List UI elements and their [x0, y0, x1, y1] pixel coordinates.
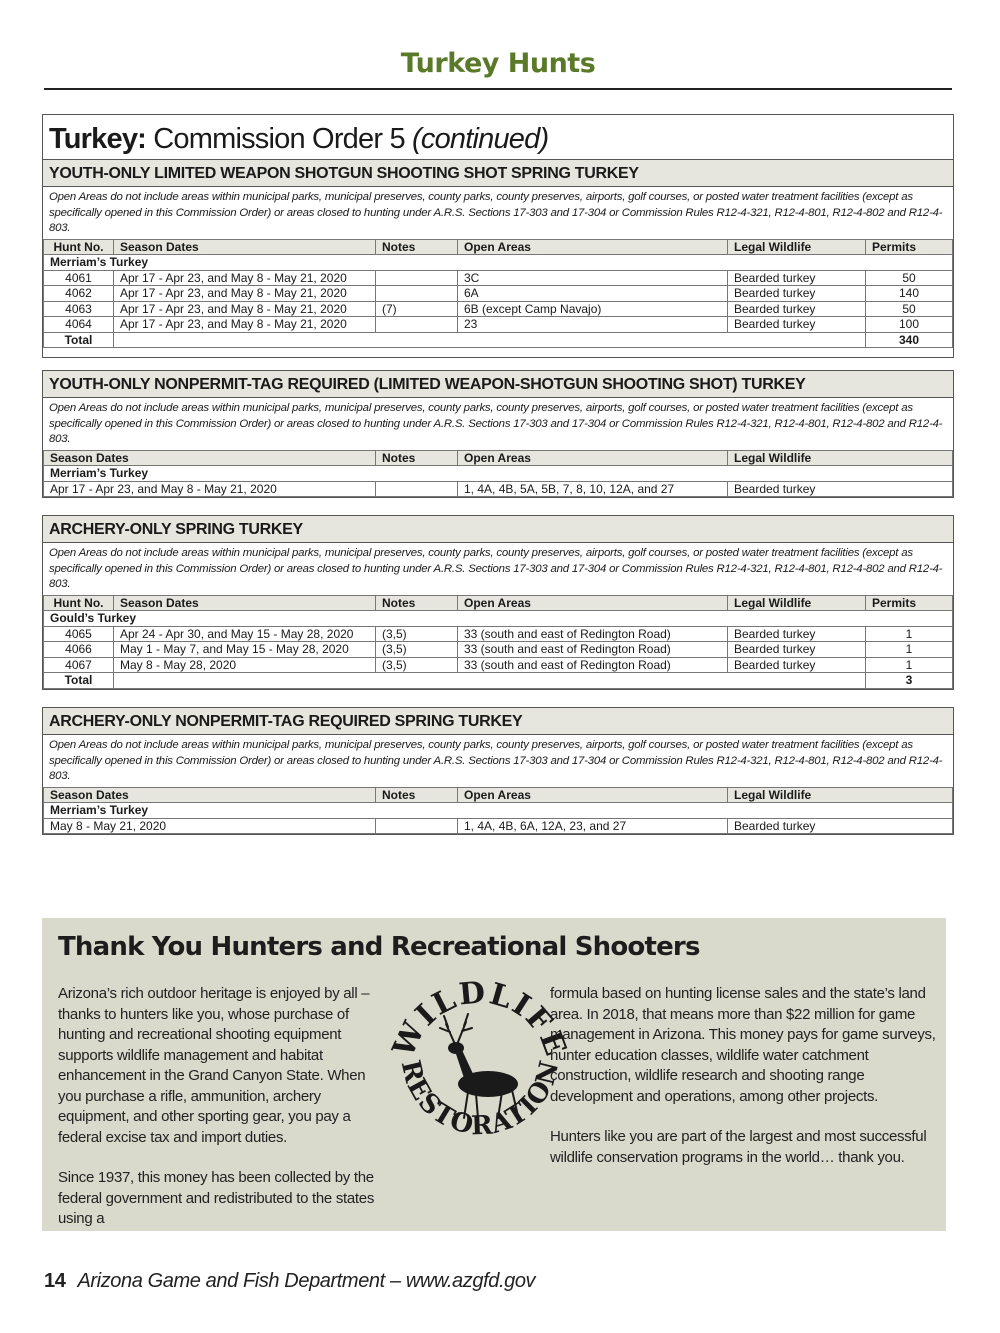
- col-hunt-no: Hunt No.: [44, 239, 114, 255]
- table-row: 4061 Apr 17 - Apr 23, and May 8 - May 21, 2020 3C Bearded turkey 50: [44, 270, 953, 286]
- col-legal-wildlife: Legal Wildlife: [728, 239, 866, 255]
- table-row: 4066 May 1 - May 7, and May 15 - May 28, 2020 (3,5) 33 (south and east of Redington Road) Bearded turkey 1: [44, 642, 953, 658]
- section-archery-nonpermit: [42, 707, 954, 835]
- table-row: 4067 May 8 - May 28, 2020 (3,5) 33 (south and east of Redington Road) Bearded turkey 1: [44, 657, 953, 673]
- thank-you-right-column: formula based on hunting license sales and the state’s land area. In 2018, that means more than $22 million for game management in Arizona. This money pays for game surveys, hunter education classes, wildlife water catchment construction, wildlife research and shooting range development and operations, among other projects. Hunters like you are part of the largest and most successful wildlife conservation programs in the world… thank you.: [550, 985, 936, 1166]
- thank-you-left-column: Arizona’s rich outdoor heritage is enjoyed by all – thanks to hunters like you, whose purchase of hunting and recreational shooting equipment supports wildlife management and habitat enhancement in the Grand Canyon State. When you purchase a rifle, ammunition, archery equipment, and other sporting gear, you pay a federal excise tax and import duties. Since 1937, this money has been collected by the federal government and redistributed to the states using a: [58, 985, 375, 1227]
- section-archery-spring: [42, 515, 954, 690]
- species-group: Merriam’s Turkey: [44, 803, 953, 819]
- page-header-title: Turkey Hunts: [400, 48, 596, 79]
- page-footer: [44, 1270, 535, 1293]
- hunt-table-youth-nonpermit: Season Dates Notes Open Areas Legal Wildlife Merriam’s Turkey Apr 17 - Apr 23, and May 8 - May 21, 2020 1, 4A, 4B, 5A, 5B, 7, 8, 10, 12A, and 27 Bearded turkey: [43, 450, 953, 498]
- deer-icon: [390, 976, 570, 1156]
- section-title-youth-shotgun: YOUTH-ONLY LIMITED WEAPON SHOTGUN SHOOTING SHOT SPRING TURKEY: [43, 160, 953, 187]
- species-group: Merriam’s Turkey: [44, 255, 953, 271]
- col-permits: Permits: [866, 239, 953, 255]
- total-row: Total 3: [44, 673, 953, 689]
- wildlife-restoration-logo: [390, 976, 570, 1156]
- hunt-table-youth-shotgun: [43, 239, 953, 349]
- logo-top-text: WILDLIFE: [390, 976, 570, 1063]
- section-youth-nonpermit: [42, 370, 954, 498]
- commission-order-box: [42, 114, 954, 358]
- col-season-dates: Season Dates: [114, 239, 376, 255]
- open-areas-note: Open Areas do not include areas within municipal parks, municipal preserves, county parks, county preserves, airports, golf courses, or posted water treatment facilities (except as specifically opened in this Commission Order) or areas closed to hunting under A.R.S. Sections 17-303 and 17-304 or Commission Rules R12-4-321, R12-4-801, R12-4-802 and R12-4-803.: [43, 735, 953, 787]
- table-row: Apr 17 - Apr 23, and May 8 - May 21, 2020 1, 4A, 4B, 5A, 5B, 7, 8, 10, 12A, and 27 Bearded turkey: [44, 481, 953, 497]
- svg-text:WILDLIFE: [390, 976, 570, 1063]
- section-title-archery-nonpermit: ARCHERY-ONLY NONPERMIT-TAG REQUIRED SPRING TURKEY: [43, 708, 953, 735]
- footer-text: Arizona Game and Fish Department – www.azgfd.gov: [77, 1270, 536, 1292]
- hunt-table-archery-nonpermit: Season Dates Notes Open Areas Legal Wildlife Merriam’s Turkey May 8 - May 21, 2020 1, 4A, 4B, 6A, 12A, 23, and 27 Bearded turkey: [43, 787, 953, 835]
- table-row: 4064 Apr 17 - Apr 23, and May 8 - May 21, 2020 23 Bearded turkey 100: [44, 317, 953, 333]
- section-title-youth-nonpermit: YOUTH-ONLY NONPERMIT-TAG REQUIRED (LIMITED WEAPON-SHOTGUN SHOOTING SHOT) TURKEY: [43, 371, 953, 398]
- page-title: Turkey: Commission Order 5 (continued): [43, 115, 953, 160]
- open-areas-note: Open Areas do not include areas within municipal parks, municipal preserves, county parks, county preserves, airports, golf courses, or posted water treatment facilities (except as specifically opened in this Commission Order) or areas closed to hunting under A.R.S. Sections 17-303 and 17-304 or Commission Rules R12-4-321, R12-4-801, R12-4-802 and R12-4-803.: [43, 543, 953, 595]
- species-group: Merriam’s Turkey: [44, 466, 953, 482]
- col-open-areas: Open Areas: [458, 239, 728, 255]
- section-title-archery-spring: ARCHERY-ONLY SPRING TURKEY: [43, 516, 953, 543]
- table-row: May 8 - May 21, 2020 1, 4A, 4B, 6A, 12A, 23, and 27 Bearded turkey: [44, 818, 953, 834]
- page-number: 14: [44, 1270, 66, 1292]
- open-areas-note: Open Areas do not include areas within municipal parks, municipal preserves, county parks, county preserves, airports, golf courses, or posted water treatment facilities (except as specifically opened in this Commission Order) or areas closed to hunting under A.R.S. Sections 17-303 and 17-304 or Commission Rules R12-4-321, R12-4-801, R12-4-802 and R12-4-803.: [43, 398, 953, 450]
- svg-text:RESTORATION: [395, 1057, 566, 1141]
- table-row: 4062 Apr 17 - Apr 23, and May 8 - May 21, 2020 6A Bearded turkey 140: [44, 286, 953, 302]
- table-row: 4063 Apr 17 - Apr 23, and May 8 - May 21, 2020 (7) 6B (except Camp Navajo) Bearded turkey 50: [44, 301, 953, 317]
- thank-you-title: Thank You Hunters and Recreational Shooters: [58, 932, 700, 962]
- thank-you-box: [42, 918, 946, 1231]
- hunt-table-archery-spring: Hunt No. Season Dates Notes Open Areas Legal Wildlife Permits Gould’s Turkey 4065 Apr 24 - Apr 30, and May 15 - May 28, 2020 (3,5) 33 (south and east of Redington Road) Bearded turkey 1 4066 May 1 - May 7, and May 15 - May 28, 2020 (3,5) 33 (south and east of Redington Road) Bearded turkey 1 4067 May 8 - May 28, 2020 (3,5) 33 (south and east of Redington Road) Bearded turkey 1 Total 3: [43, 595, 953, 689]
- species-group: Gould’s Turkey: [44, 611, 953, 627]
- logo-bottom-text: RESTORATION: [394, 1057, 566, 1142]
- page-header: [44, 48, 952, 90]
- total-row: Total 340: [44, 332, 953, 348]
- open-areas-note: Open Areas do not include areas within municipal parks, municipal preserves, county parks, county preserves, airports, golf courses, or posted water treatment facilities (except as specifically opened in this Commission Order) or areas closed to hunting under A.R.S. Sections 17-303 and 17-304 or Commission Rules R12-4-321, R12-4-801, R12-4-802 and R12-4-803.: [43, 187, 953, 239]
- table-row: 4065 Apr 24 - Apr 30, and May 15 - May 28, 2020 (3,5) 33 (south and east of Redington Road) Bearded turkey 1: [44, 626, 953, 642]
- col-notes: Notes: [376, 239, 458, 255]
